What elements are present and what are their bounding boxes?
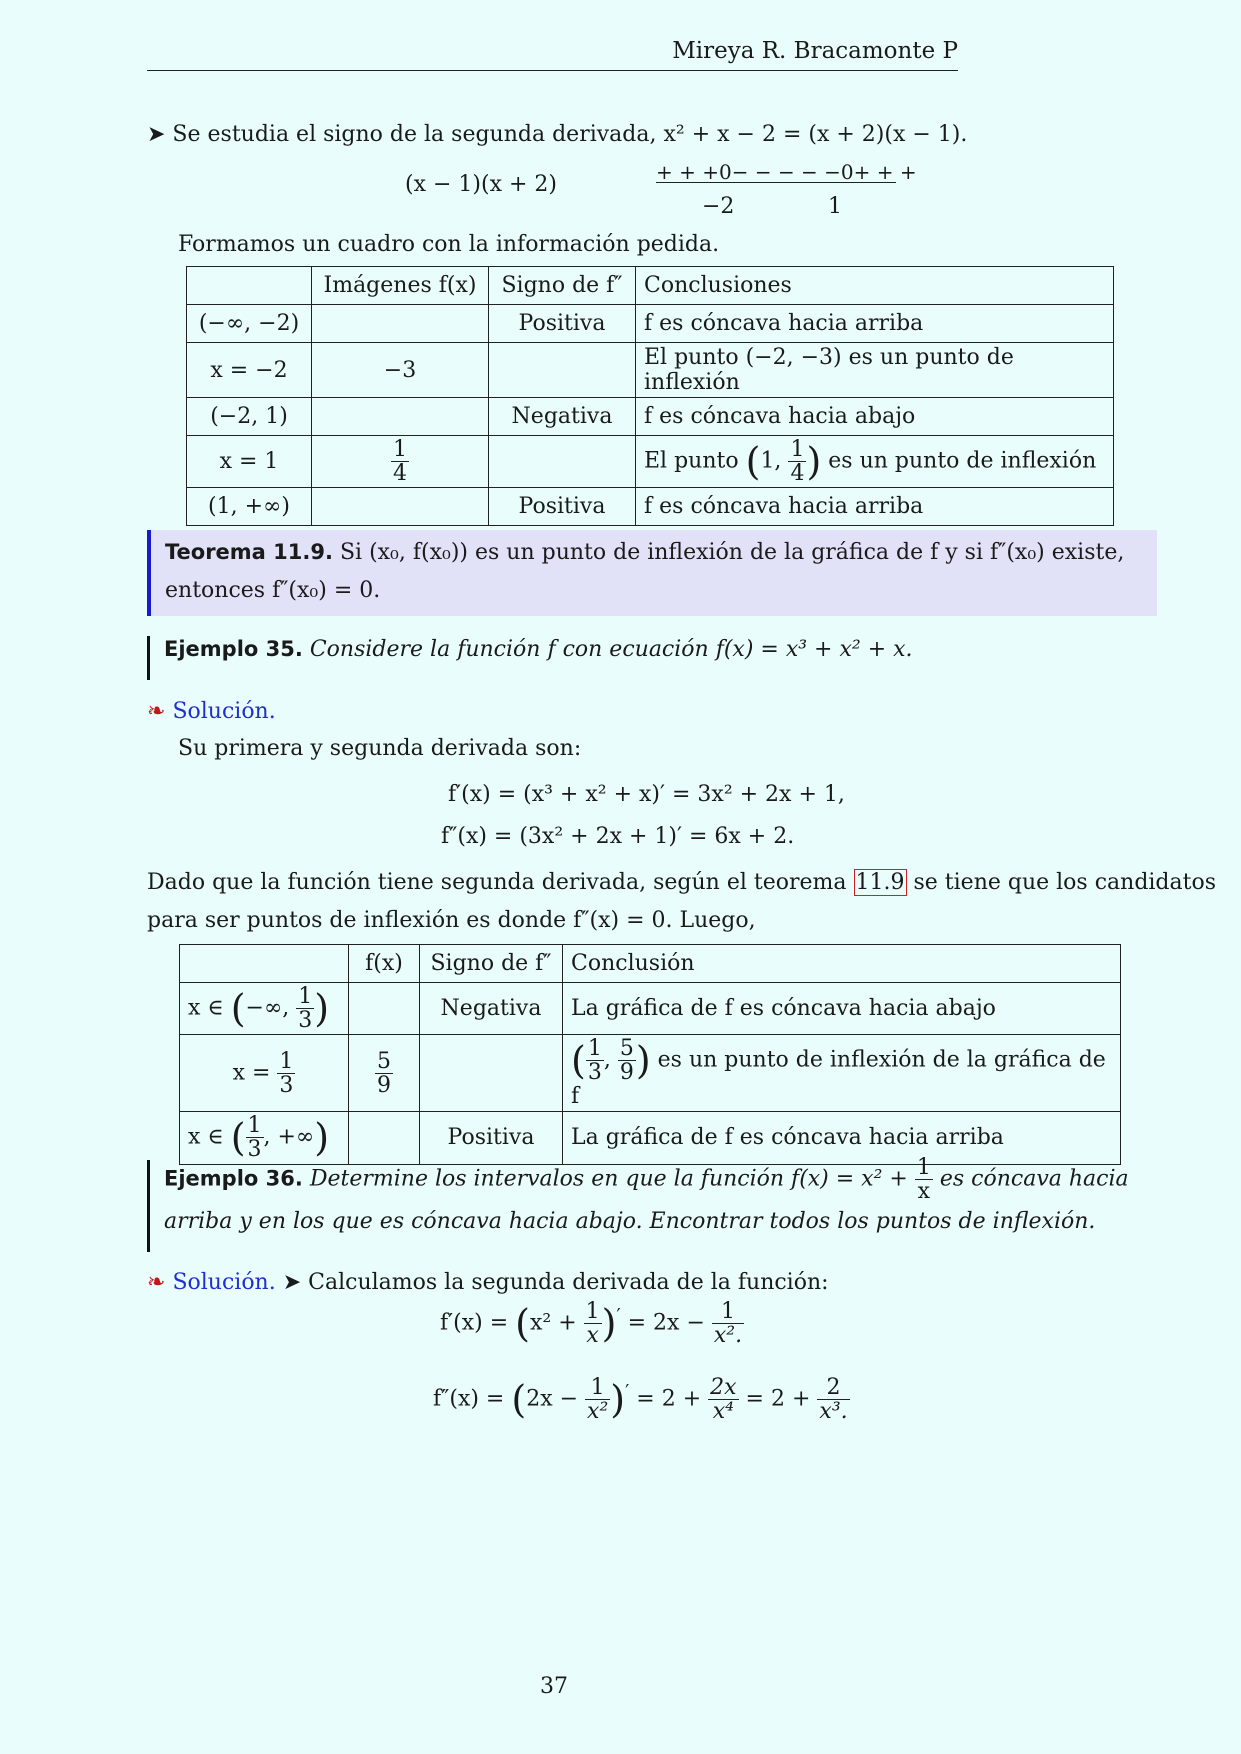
t1-cell-interval: x = −2 bbox=[187, 343, 312, 398]
sign-chart-tick-right: 1 bbox=[828, 194, 842, 219]
t1-cell-image bbox=[312, 488, 489, 526]
ex35-para-2: para ser puntos de inflexión es donde f″(x) = 0. Luego, bbox=[147, 908, 756, 933]
sign-chart-tick-left: −2 bbox=[702, 194, 735, 219]
fraction: $\frac{1}{\text{x².}}$ bbox=[713, 1299, 743, 1349]
t1-header-conclusions: Conclusiones bbox=[636, 267, 1114, 305]
fleuron-icon: ❧ bbox=[147, 699, 166, 724]
t1-cell-sign: Negativa bbox=[489, 398, 636, 436]
t1-cell-image bbox=[312, 398, 489, 436]
example-36-label: Ejemplo 36. bbox=[164, 1166, 303, 1191]
concavity-table-2 bbox=[179, 944, 1121, 1165]
fraction: $\frac{1}{3}$ bbox=[279, 1048, 294, 1098]
t1-cell-sign bbox=[489, 343, 636, 398]
concavity-table-1 bbox=[186, 266, 1114, 526]
t2-cell-fx bbox=[349, 983, 420, 1035]
ex36-eq1: f′(x) = (x² + $\frac{1}{x}$ )′ = 2x − $\frac{1}{\text{x².}}$ bbox=[440, 1299, 743, 1349]
t1-cell-interval: x = 1 bbox=[187, 436, 312, 488]
t2-header-sign: Signo de f″ bbox=[420, 945, 563, 983]
theorem-line-2: entonces f″(x₀) = 0. bbox=[165, 578, 381, 603]
table-row bbox=[187, 488, 1114, 526]
t2-header-empty bbox=[180, 945, 349, 983]
t2-cell-interval: x ∈ (−∞, $\frac{1}{3}$ ) bbox=[180, 983, 349, 1035]
solution-label: Solución. bbox=[172, 1270, 276, 1295]
header-rule bbox=[147, 70, 958, 71]
t1-cell-conclusion: f es cóncava hacia arriba bbox=[636, 488, 1114, 526]
intro-line: ➤ Se estudia el signo de la segunda derivada, x² + x − 2 = (x + 2)(x − 1). bbox=[147, 122, 968, 147]
solution-35 bbox=[147, 699, 276, 724]
fraction: $\frac{1}{3}$ bbox=[247, 1113, 262, 1163]
fleuron-icon: ❧ bbox=[147, 1270, 166, 1295]
t1-cell-interval: (−2, 1) bbox=[187, 398, 312, 436]
t1-cell-image bbox=[312, 436, 489, 488]
factor-label: (x − 1)(x + 2) bbox=[405, 172, 557, 197]
fraction: $\frac{1}{4}$ bbox=[393, 437, 407, 487]
ex35-eq1: f′(x) = (x³ + x² + x)′ = 3x² + 2x + 1, bbox=[448, 782, 845, 807]
ex36-eq2: f″(x) = (2x − $\frac{1}{\text{x²}}$ )′ = 2 + $\frac{2x}{\text{x⁴}}$ = 2 + $\frac{2}{\text{x³.}}$ bbox=[433, 1375, 848, 1425]
ex35-line1: Su primera y segunda derivada son: bbox=[178, 736, 582, 761]
theorem-label: Teorema 11.9. bbox=[165, 540, 333, 564]
fraction: $\frac{5}{9}$ bbox=[619, 1036, 634, 1086]
fraction: $\frac{5}{9}$ bbox=[377, 1048, 391, 1098]
t1-cell-image bbox=[312, 305, 489, 343]
table-row bbox=[187, 343, 1114, 398]
table-intro: Formamos un cuadro con la información pedida. bbox=[178, 232, 720, 257]
t1-header-images: Imágenes f(x) bbox=[312, 267, 489, 305]
t1-cell-sign bbox=[489, 436, 636, 488]
t1-cell-interval: (−∞, −2) bbox=[187, 305, 312, 343]
table-row bbox=[187, 436, 1114, 488]
example-bar bbox=[147, 1160, 150, 1252]
example-36-line-2: arriba y en los que es cóncava hacia abajo. Encontrar todos los puntos de inflexión. bbox=[164, 1209, 1096, 1234]
ex35-eq2: f″(x) = (3x² + 2x + 1)′ = 6x + 2. bbox=[441, 824, 795, 849]
t1-header-sign: Signo de f″ bbox=[489, 267, 636, 305]
theorem-reference-link[interactable]: 11.9 bbox=[855, 870, 905, 895]
example-35-label: Ejemplo 35. bbox=[164, 637, 303, 661]
t2-cell-conclusion: La gráfica de f es cóncava hacia abajo bbox=[563, 983, 1121, 1035]
page-number: 37 bbox=[540, 1674, 568, 1699]
t2-cell-conclusion: ( $\frac{1}{3}$ , $\frac{5}{9}$ ) es un punto de inflexión de la gráfica de f bbox=[563, 1035, 1121, 1112]
t2-cell-interval: x = $\frac{1}{3}$ bbox=[180, 1035, 349, 1112]
t1-cell-conclusion: El punto (−2, −3) es un punto de inflexión bbox=[636, 343, 1114, 398]
theorem-line-1: Teorema 11.9. Si (x₀, f(x₀)) es un punto de inflexión de la gráfica de f y si f″(x₀) existe, bbox=[165, 540, 1125, 565]
running-header-author: Mireya R. Bracamonte P bbox=[672, 38, 958, 64]
t1-cell-conclusion: f es cóncava hacia arriba bbox=[636, 305, 1114, 343]
t2-cell-sign bbox=[420, 1035, 563, 1112]
example-35: Ejemplo 35. Considere la función f con ecuación f(x) = x³ + x² + x. bbox=[164, 637, 913, 662]
t2-header-fx: f(x) bbox=[349, 945, 420, 983]
t2-cell-sign: Positiva bbox=[420, 1112, 563, 1164]
t1-cell-image: −3 bbox=[312, 343, 489, 398]
fraction: $\frac{1}{x}$ bbox=[916, 1155, 931, 1205]
ex35-para-1: Dado que la función tiene segunda derivada, según el teorema 11.9 se tiene que los candidatos bbox=[147, 870, 1217, 895]
t1-cell-sign: Positiva bbox=[489, 488, 636, 526]
t1-cell-conclusion: El punto (1, $\frac{1}{4}$ ) es un punto de inflexión bbox=[636, 436, 1114, 488]
theorem-box bbox=[147, 530, 1157, 616]
fraction: $\frac{1}{3}$ bbox=[587, 1036, 602, 1086]
t1-cell-conclusion: f es cóncava hacia abajo bbox=[636, 398, 1114, 436]
t1-header-empty bbox=[187, 267, 312, 305]
sign-chart-signs: + + +0− − − − −0+ + + bbox=[656, 160, 917, 184]
t2-cell-interval: x ∈ ( $\frac{1}{3}$ , +∞) bbox=[180, 1112, 349, 1164]
table-row bbox=[180, 1035, 1121, 1112]
example-36-line-1: Ejemplo 36. Determine los intervalos en que la función f(x) = x² + $\frac{1}{x}$ es cóncava hacia bbox=[164, 1155, 1129, 1205]
fraction: $\frac{2x}{\text{x⁴}}$ bbox=[710, 1375, 737, 1425]
solution-label: Solución. bbox=[172, 699, 276, 724]
solution-36: ❧ Solución. ➤ Calculamos la segunda derivada de la función: bbox=[147, 1270, 829, 1295]
table-row bbox=[187, 305, 1114, 343]
fraction: $\frac{1}{\text{x²}}$ bbox=[587, 1375, 609, 1425]
table-row bbox=[180, 983, 1121, 1035]
t2-cell-fx bbox=[349, 1035, 420, 1112]
fraction: $\frac{1}{3}$ bbox=[298, 984, 313, 1034]
t1-cell-interval: (1, +∞) bbox=[187, 488, 312, 526]
t2-cell-conclusion: La gráfica de f es cóncava hacia arriba bbox=[563, 1112, 1121, 1164]
example-bar bbox=[147, 636, 150, 680]
table-row bbox=[187, 398, 1114, 436]
t2-cell-sign: Negativa bbox=[420, 983, 563, 1035]
fraction: $\frac{2}{\text{x³.}}$ bbox=[819, 1375, 848, 1425]
fraction: $\frac{1}{x}$ bbox=[585, 1299, 600, 1349]
fraction: $\frac{1}{4}$ bbox=[790, 437, 805, 487]
sign-chart bbox=[656, 160, 917, 219]
t2-header-conclusion: Conclusión bbox=[563, 945, 1121, 983]
t1-cell-sign: Positiva bbox=[489, 305, 636, 343]
